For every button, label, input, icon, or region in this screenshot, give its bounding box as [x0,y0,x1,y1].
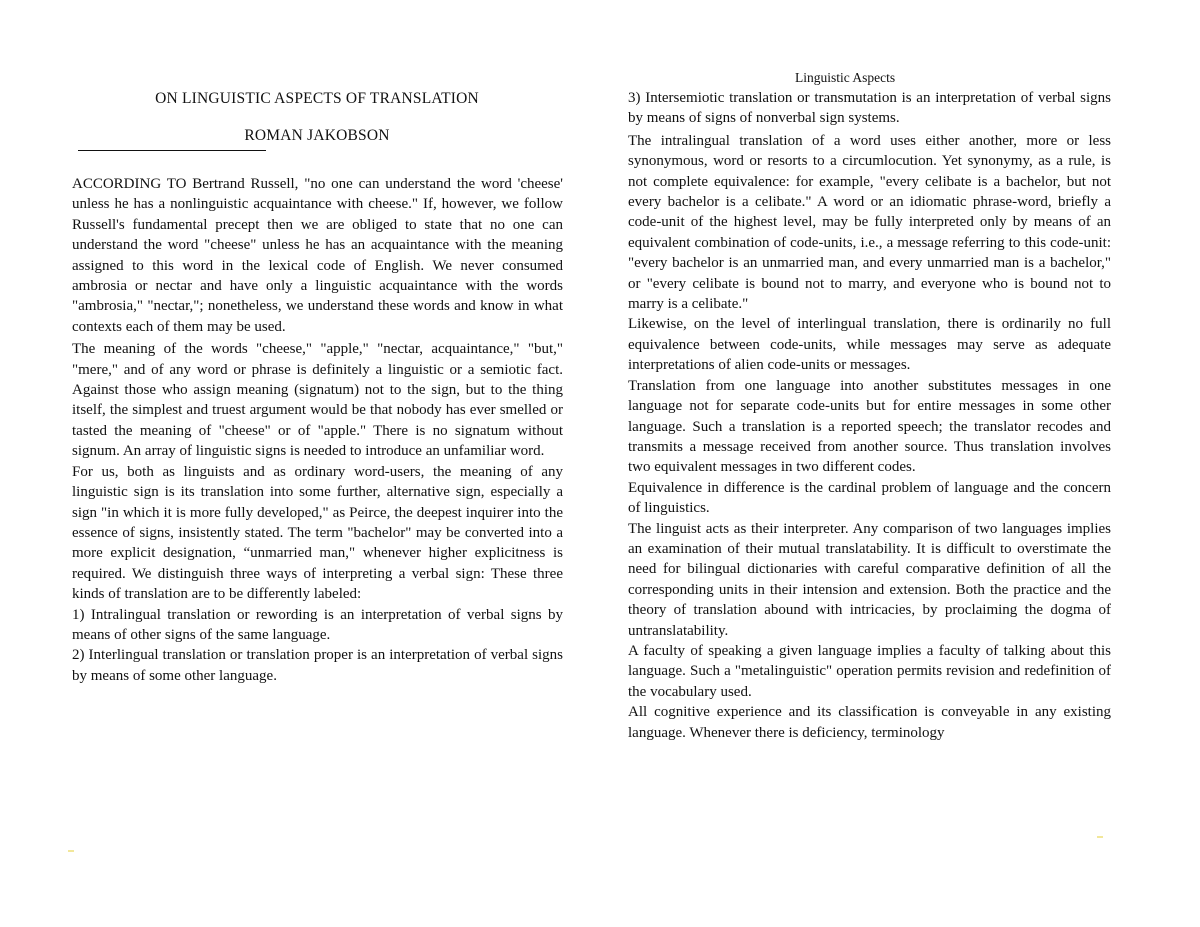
paragraph-intralingual: The intralingual translation of a word uses either another, more or less synonymous, word or resorts to a circumlocution. Yet synonymy, as a rule, is not complete equivalence: for example, "every celibate is a bachelor, but not every bachelor is a celibate." A word or an idiomatic phrase-word, briefly a code-unit of the highest level, may be fully interpreted only by means of an equivalent combination of code-units, i.e., a message referring to this code-unit: "every bachelor is an unmarried man, and every unmarried man is a bachelor," or "every celibate is bound not to marry, and everyone who is bound not to marry is a celibate." [628,132,1111,313]
scan-speck [68,850,74,852]
list-item-interlingual: 2) Interlingual translation or translation proper is an interpretation of verbal signs by means of some other language. [72,647,563,684]
scan-speck [1097,836,1103,838]
paragraph-linguists: For us, both as linguists and as ordinary word-users, the meaning of any linguistic sign is its translation into some further, alternative sign, especially a sign "in which it is more fully developed," as Peirce, the deepest inquirer into the essence of signs, insistently stated. The term "bachelor" may be converted into a more explicit designation, “unmarried man," whenever higher explicitness is required. We distinguish three ways of interpreting a verbal sign: These three kinds of translation are to be differently labeled: [72,463,563,603]
left-column-text [72,174,563,686]
author-name: ROMAN JAKOBSON [244,127,390,144]
right-page [600,0,1200,927]
title-underline-divider [78,150,266,151]
right-column-text [628,88,1111,743]
paragraph-meaning-of-words: The meaning of the words "cheese," "apple," "nectar, acquaintance," "but," "mere," and of any word or phrase is definitely a linguistic or a semiotic fact. Against those who assign meaning (signatum) not to the sign, but to the thing itself, the simplest and truest argument would be that nobody has ever smelled or tasted the meaning of "cheese" or of "apple." There is no signatum without signum. An array of linguistic signs is needed to introduce an unfamiliar word. [72,341,563,460]
paragraph-cognitive-experience: All cognitive experience and its classification is conveyable in any existing language. Whenever there is deficiency, terminology [628,704,1111,741]
paragraph-russell: ACCORDING TO Bertrand Russell, "no one can understand the word 'cheese' unless he has a nonlinguistic acquaintance with cheese." If, however, we follow Russell's fundamental precept then we are obliged to state that no one can understand the word "cheese" unless he has an acquaintance with the meaning assigned to this word in the lexical code of English. We never consumed ambrosia or nectar and have only a linguistic acquaintance with the words "ambrosia," "nectar,"; nonetheless, we understand these words and know in what contexts each of them may be used. [72,176,563,335]
list-item-intralingual: 1) Intralingual translation or rewording is an interpretation of verbal signs by means of other signs of the same language. [72,606,563,643]
list-item-intersemiotic: 3) Intersemiotic translation or transmutation is an interpretation of verbal signs by means of signs of nonverbal sign systems. [628,90,1111,127]
paragraph-translation-substitutes: Translation from one language into another substitutes messages in one language not for separate code-units but for entire messages in some other language. Such a translation is a reported speech; the translator recodes and transmits a message received from another source. Thus translation involves two equivalent messages in two different codes. [628,377,1111,476]
paragraph-equivalence: Equivalence in difference is the cardinal problem of language and the concern of linguistics. [628,479,1111,517]
running-head: Linguistic Aspects [795,70,896,85]
paragraph-faculty-of-speaking: A faculty of speaking a given language implies a faculty of talking about this language. Such a "metalinguistic" operation permits revision and redefinition of the vocabulary used. [628,642,1111,700]
paragraph-linguist-interpreter: The linguist acts as their interpreter. Any comparison of two languages implies an examination of their mutual translatability. It is difficult to overstimate the need for bilingual dictionaries with careful comparative definition of all the corresponding units in their intension and extension. Both the practice and the theory of translation abound with intricacies, by proclaiming the dogma of untranslatability. [628,520,1111,639]
page-title: ON LINGUISTIC ASPECTS OF TRANSLATION [155,90,479,107]
paragraph-interlingual-level: Likewise, on the level of interlingual translation, there is ordinarily no full equivalence between code-units, while messages may serve as adequate interpretations of alien code-units or messages. [628,316,1111,374]
